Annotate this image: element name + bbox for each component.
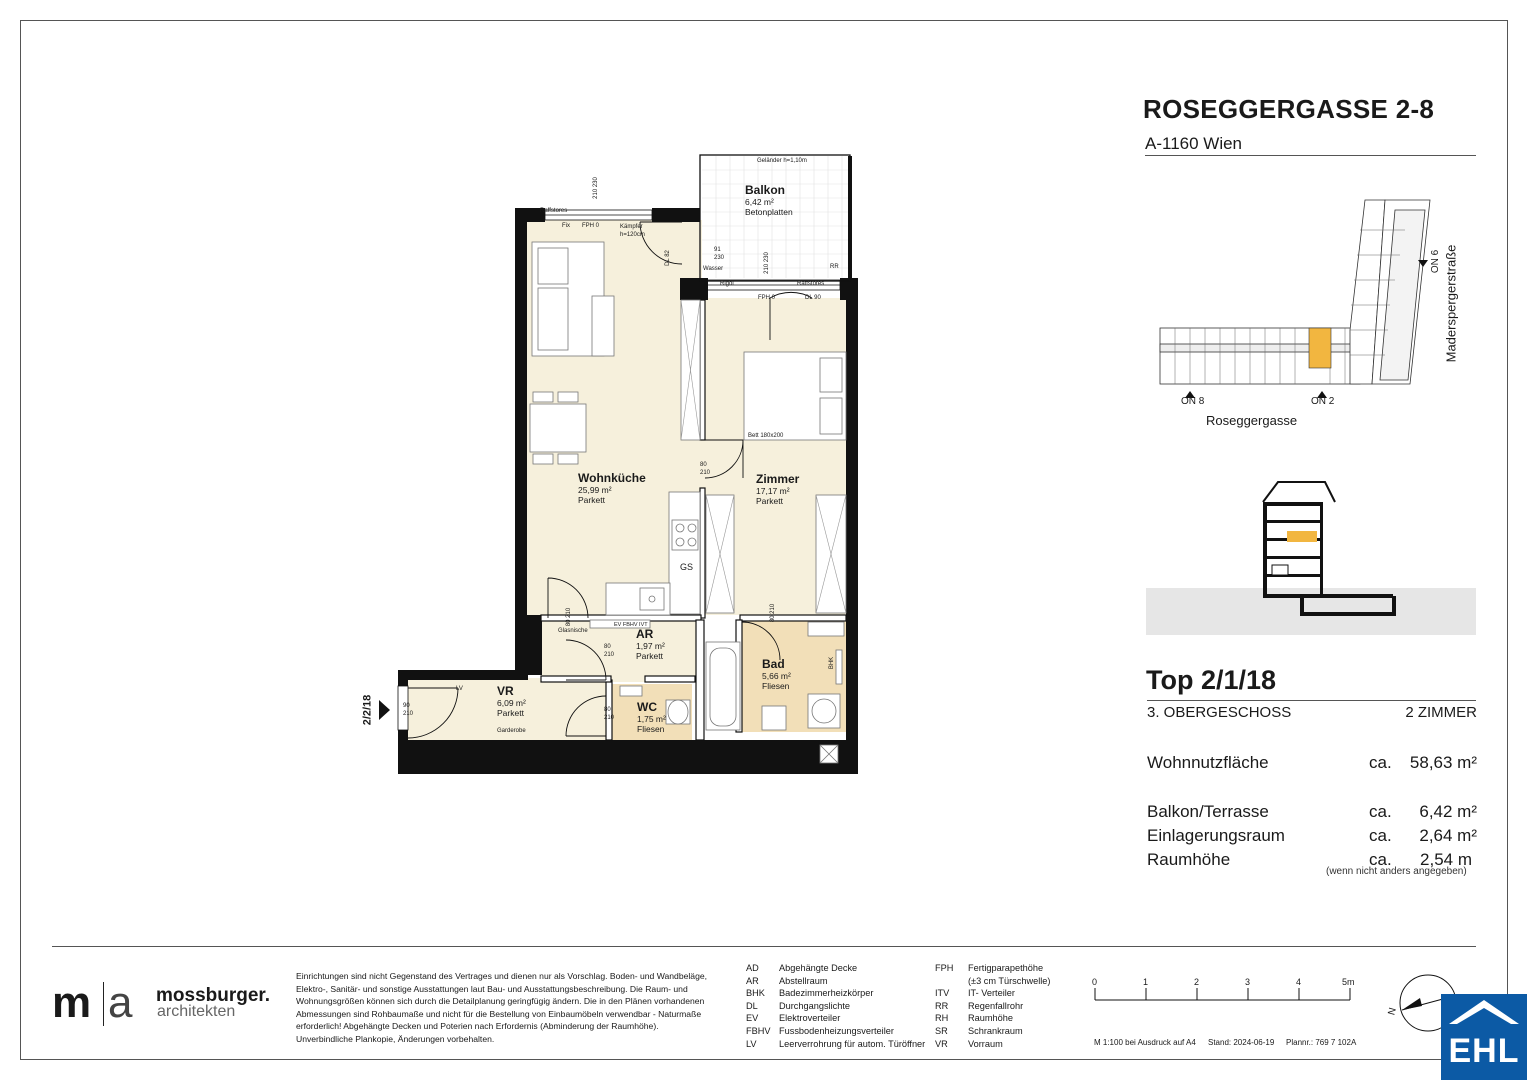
floor-fills [408,156,848,740]
divider-footer [52,946,1476,947]
floor-plan [340,140,880,790]
site-plan [1150,190,1460,430]
raumhoehe-note: (wenn nicht anders angegeben) [1326,866,1467,877]
unit-highlight-siteplan [1309,328,1331,368]
note-kaempfer: Kämpfer h=120cm [620,224,645,238]
brand-sub: architekten [157,1003,236,1020]
north-label: N [1386,1006,1399,1017]
note-railing: Geländer h=1,10m [757,158,807,164]
note-raffstores-2: Raffstores [797,281,825,287]
scale-tick-2: 2 [1194,977,1200,987]
entry-arrow [379,700,390,720]
note-rr: RR [830,264,839,270]
kitchen-counter [669,492,700,614]
abbr-list-right: FPH Fertigparapethöhe (±3 cm Türschwelle) ITV IT- Verteiler RR Regenfallrohr RH Raumhöhe SR Schrankraum VR Vorraum [935,963,1051,1049]
east-wall [846,280,858,774]
house-icon [1441,994,1527,1034]
entrance-on2: ON 2 [1311,396,1335,407]
note-fph0-1: FPH 0 [582,223,600,229]
scale-tick-3: 3 [1245,977,1251,987]
shower [808,622,844,636]
note-dl82: DL 82 [664,250,671,266]
unit-rooms: 2 ZIMMER [1405,704,1477,721]
room-label-ar: AR 1,97 m² Parkett [636,627,665,661]
unit-highlight-section [1287,531,1317,542]
coffee-table [592,296,614,356]
disclaimer: Einrichtungen sind nicht Gegenstand des Vertrages und dienen nur als Vorschlag. Boden- und Wandbeläge, Elektro-, Sanitär- und sonstige Ausstattungen laut Bau- und Ausstattungsbeschreibung. Die Raum- und Wohnungsgrößen können sich durch die Detailplanung geringfügig ändern. Die in den Plänen vorhandenen Abmessungen sind Rohbaumaße und nicht für die Bestellung von Einbaumöbeln verwendbar - Naturmaße erforderlich! Abgehängte Decken und Poterien nach Erfordernis (Abminderung der Raumhöhe). Unverbindliche Plankopie, Änderungen vorbehalten. [296,971,708,1044]
note-door-ar: 80 210 [604,644,615,658]
note-lv: LV [456,686,463,692]
note-door-entry: 90 210 [403,703,414,717]
note-dl90: DL 90 [805,295,821,301]
section-drawing [1146,475,1476,635]
room-label-balkon: Balkon 6,42 m² Betonplatten [745,183,793,217]
note-glasnische: Glasnische [558,628,588,634]
note-wasser: Wasser [703,266,724,272]
abbr-list-left: AD Abgehängte Decke AR Abstellraum BHK Badezimmerheizkörper DL Durchgangslichte EV Elektroverteiler FBHV Fussbodenheizungsverteiler LV Leerverrohrung für autom. Türöffner [746,963,926,1049]
wc-sink [620,686,642,696]
ehl-text: EHL [1448,1032,1520,1070]
note-door-ar-v: 80 210 [566,607,573,627]
street-madersperger: Maderspergerstraße [1443,244,1459,363]
plan-number: Plannr.: 769 7 102A [1286,1038,1357,1047]
note-window-balkon: 210 230 [763,252,770,274]
scale-note: M 1:100 bei Ausdruck auf A4 [1094,1038,1196,1047]
scale-tick-5: 5m [1342,977,1355,987]
stair-label: 2/2/18 [361,694,374,726]
scale-tick-1: 1 [1143,977,1149,987]
vr-north-wall [398,670,528,680]
street-roseggergasse: Roseggergasse [1206,413,1298,428]
entrance-on8: ON 8 [1181,396,1205,407]
divider-title [1145,155,1476,156]
note-gs: GS [680,562,694,572]
logo-m: m [52,978,91,1027]
ar-west-wall [526,615,542,675]
logo-bar [103,982,104,1026]
unit-top-id: Top 2/1/18 [1146,665,1277,695]
room-label-bad: Bad 5,66 m² Fliesen [762,657,791,691]
vr-west-wall-top [398,670,408,686]
note-bhk: BHK [829,656,836,670]
room-label-vr: VR 6,09 m² Parkett [497,684,526,718]
room-label-zimmer: Zimmer 17,17 m² Parkett [756,472,800,506]
note-door-wc: 80 210 [604,707,615,721]
washbasin [762,706,786,730]
room-label-wc: WC 1,75 m² Fliesen [637,700,666,734]
note-fix: Fix [562,223,570,229]
brand-name: mossburger. [156,985,271,1006]
divider-top [1147,700,1476,701]
note-window-top: 210 230 [592,177,599,199]
scale-tick-0: 0 [1092,977,1098,987]
note-rigol: Rigol [720,281,734,287]
entrance-on6: ON 6 [1430,249,1442,274]
scale-tick-4: 4 [1296,977,1302,987]
logo-a: a [108,978,133,1027]
note-bett: Bett 180x200 [748,433,784,439]
note-fph0-2: FPH 0 [758,295,776,301]
note-91-230: 91 230 [714,247,725,261]
room-label-wohnkueche: Wohnküche 25,99 m² Parkett [578,471,646,505]
note-raffstores-1: Raffstores [540,208,568,214]
unit-floor: 3. OBERGESCHOSS [1147,704,1292,721]
note-garderobe: Garderobe [497,728,526,734]
west-wall [515,208,527,678]
north-wall-mid [652,208,700,222]
stand-date: Stand: 2024-06-19 [1208,1038,1275,1047]
project-title: ROSEGGERGASSE 2-8 [1143,94,1435,124]
project-address: A-1160 Wien [1145,134,1243,153]
bhk-radiator [836,650,842,684]
vr-west-wall-bottom [398,730,408,774]
note-door-wz: 80 210 [700,462,711,476]
south-wall [398,740,858,774]
scale-bar [1090,986,1360,1006]
ehl-logo [1441,994,1527,1080]
note-door-bad: 80 210 [770,603,777,623]
dining-table [530,404,586,452]
note-ev-row: EV FBHV IVT [614,622,648,628]
